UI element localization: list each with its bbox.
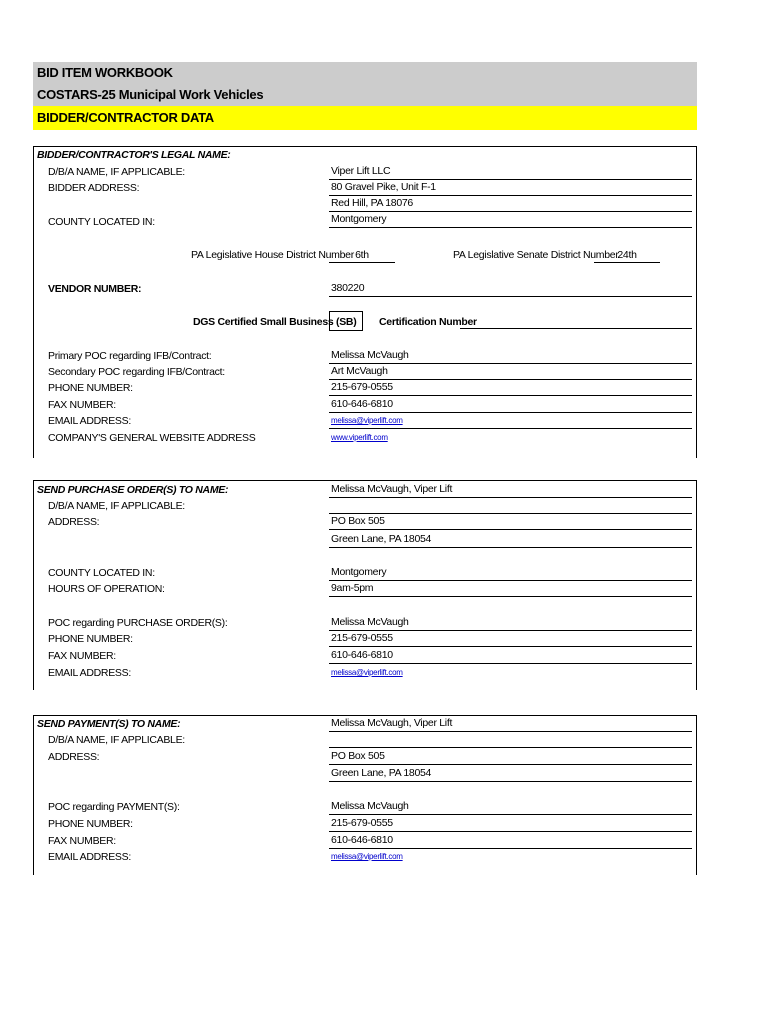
- primary-poc-label: Primary POC regarding IFB/Contract:: [48, 350, 212, 362]
- workbook-subtitle: COSTARS-25 Municipal Work Vehicles: [33, 84, 697, 106]
- email-label: EMAIL ADDRESS:: [48, 415, 131, 427]
- pay-email-link[interactable]: melissa@viperlift.com: [331, 852, 403, 861]
- secondary-poc-value[interactable]: Art McVaugh: [329, 364, 692, 380]
- bidder-address-line1[interactable]: 80 Gravel Pike, Unit F-1: [329, 180, 692, 196]
- dgs-small-business-checkbox[interactable]: [329, 311, 363, 331]
- certification-number-label: Certification Number: [379, 316, 477, 328]
- po-dba-label: D/B/A NAME, IF APPLICABLE:: [48, 500, 185, 512]
- dgs-small-business-label: DGS Certified Small Business (SB): [193, 316, 357, 328]
- pay-address-line1[interactable]: PO Box 505: [329, 749, 692, 765]
- section-title: BIDDER/CONTRACTOR DATA: [33, 106, 697, 130]
- house-district-label: PA Legislative House District Number: [191, 249, 354, 261]
- fax-label: FAX NUMBER:: [48, 399, 116, 411]
- fax-value[interactable]: 610-646-6810: [329, 397, 692, 413]
- phone-label: PHONE NUMBER:: [48, 382, 133, 394]
- pay-dba-label: D/B/A NAME, IF APPLICABLE:: [48, 734, 185, 746]
- primary-poc-value[interactable]: Melissa McVaugh: [329, 348, 692, 364]
- phone-value[interactable]: 215-679-0555: [329, 380, 692, 396]
- po-county-value[interactable]: Montgomery: [329, 565, 692, 581]
- po-county-label: COUNTY LOCATED IN:: [48, 567, 155, 579]
- po-hours-label: HOURS OF OPERATION:: [48, 583, 165, 595]
- pay-fax-label: FAX NUMBER:: [48, 835, 116, 847]
- po-phone-label: PHONE NUMBER:: [48, 633, 133, 645]
- bidder-address-label: BIDDER ADDRESS:: [48, 182, 140, 194]
- po-name-label: SEND PURCHASE ORDER(S) TO NAME:: [37, 484, 229, 496]
- po-poc-label: POC regarding PURCHASE ORDER(S):: [48, 617, 228, 629]
- county-value[interactable]: Montgomery: [329, 212, 692, 228]
- pay-email-label: EMAIL ADDRESS:: [48, 851, 131, 863]
- pay-poc-value[interactable]: Melissa McVaugh: [329, 799, 692, 815]
- po-fax-value[interactable]: 610-646-6810: [329, 648, 692, 664]
- pay-fax-value[interactable]: 610-646-6810: [329, 833, 692, 849]
- website-link[interactable]: www.viperlift.com: [331, 433, 388, 442]
- po-email-label: EMAIL ADDRESS:: [48, 667, 131, 679]
- po-dba-value[interactable]: [329, 498, 692, 514]
- po-poc-value[interactable]: Melissa McVaugh: [329, 615, 692, 631]
- vendor-number-value[interactable]: 380220: [329, 281, 692, 297]
- legal-name-label: BIDDER/CONTRACTOR'S LEGAL NAME:: [37, 149, 231, 161]
- po-address-line2[interactable]: Green Lane, PA 18054: [329, 532, 692, 548]
- pay-phone-value[interactable]: 215-679-0555: [329, 816, 692, 832]
- pay-phone-label: PHONE NUMBER:: [48, 818, 133, 830]
- dba-label: D/B/A NAME, IF APPLICABLE:: [48, 166, 185, 178]
- senate-district-label: PA Legislative Senate District Number: [453, 249, 619, 261]
- senate-district-value[interactable]: 24th: [594, 249, 660, 263]
- pay-dba-value[interactable]: [329, 732, 692, 748]
- pay-poc-label: POC regarding PAYMENT(S):: [48, 801, 180, 813]
- county-label: COUNTY LOCATED IN:: [48, 216, 155, 228]
- email-link[interactable]: melissa@viperlift.com: [329, 413, 692, 429]
- certification-number-field[interactable]: [460, 315, 692, 329]
- po-hours-value[interactable]: 9am-5pm: [329, 581, 692, 597]
- po-email-link[interactable]: melissa@viperlift.com: [331, 668, 403, 677]
- website-label: COMPANY'S GENERAL WEBSITE ADDRESS: [48, 432, 256, 444]
- legal-name-value[interactable]: Viper Lift LLC: [329, 164, 692, 180]
- po-address-line1[interactable]: PO Box 505: [329, 514, 692, 530]
- po-address-label: ADDRESS:: [48, 516, 100, 528]
- pay-address-label: ADDRESS:: [48, 751, 100, 763]
- house-district-value[interactable]: 6th: [329, 249, 395, 263]
- po-phone-value[interactable]: 215-679-0555: [329, 631, 692, 647]
- pay-address-line2[interactable]: Green Lane, PA 18054: [329, 766, 692, 782]
- secondary-poc-label: Secondary POC regarding IFB/Contract:: [48, 366, 225, 378]
- workbook-title: BID ITEM WORKBOOK: [33, 62, 697, 84]
- po-name-value[interactable]: Melissa McVaugh, Viper Lift: [329, 482, 692, 498]
- pay-name-value[interactable]: Melissa McVaugh, Viper Lift: [329, 716, 692, 732]
- vendor-number-label: VENDOR NUMBER:: [48, 283, 142, 295]
- bidder-address-line2[interactable]: Red Hill, PA 18076: [329, 196, 692, 212]
- po-fax-label: FAX NUMBER:: [48, 650, 116, 662]
- pay-name-label: SEND PAYMENT(S) TO NAME:: [37, 718, 181, 730]
